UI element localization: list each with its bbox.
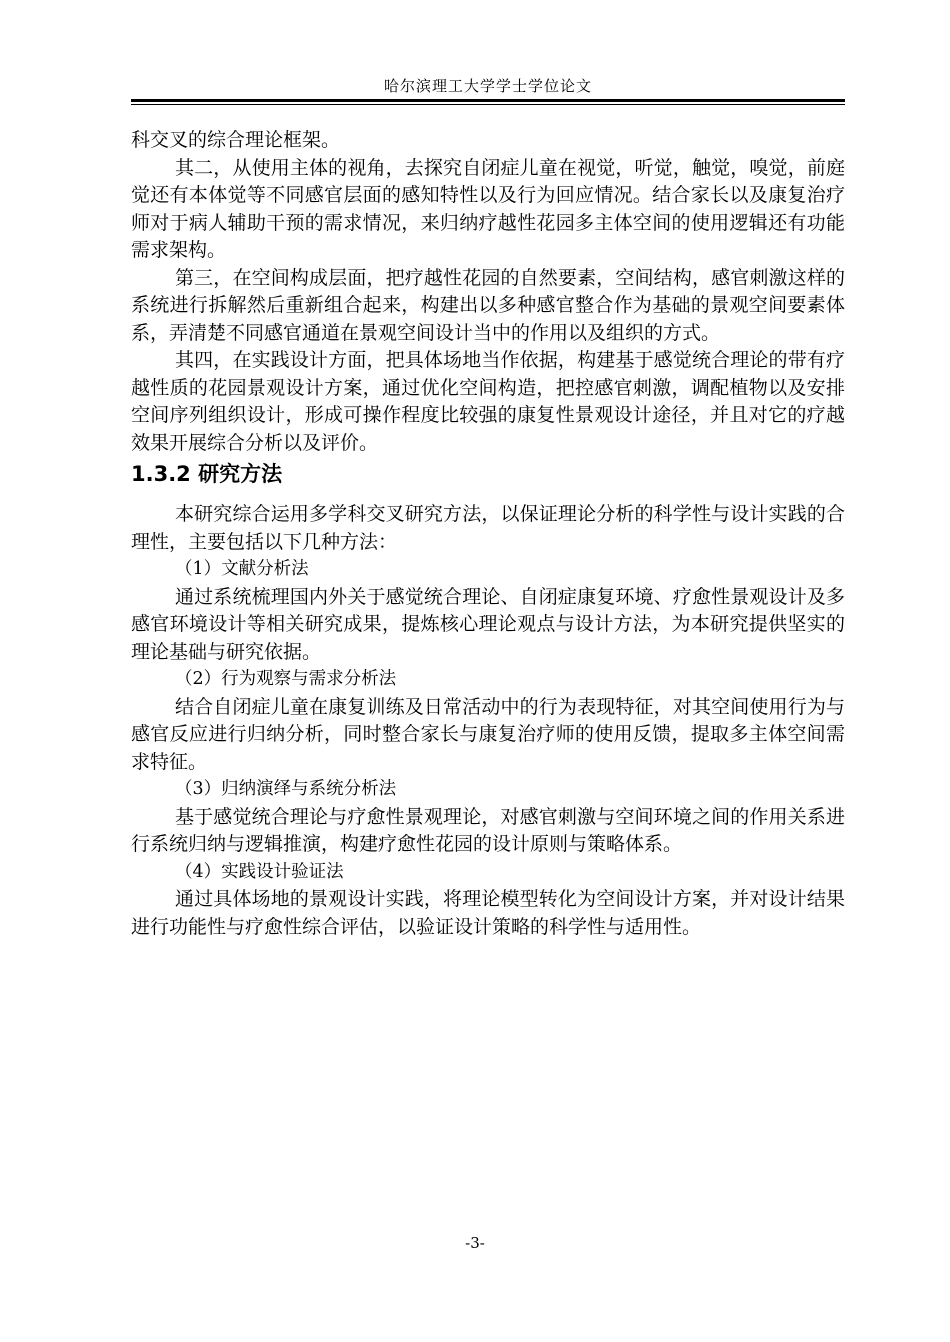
method-title-behavior: （2）行为观察与需求分析法: [175, 669, 397, 689]
method-text-induction: 基于感觉统合理论与疗愈性景观理论，对感官刺激与空间环境之间的作用关系进行系统归纳与逻辑推演，构建疗愈性花园的设计原则与策略体系。: [131, 805, 845, 855]
section-intro: 本研究综合运用多学科交叉研究方法，以保证理论分析的科学性与设计实践的合理性，主要包括以下几种方法：: [131, 503, 845, 553]
header-rule-thin: [131, 104, 845, 105]
method-title-practice: （4）实践设计验证法: [175, 861, 344, 882]
paragraph-continuation: 科交叉的综合理论框架。: [131, 129, 341, 151]
paragraph-third: 第三，在空间构成层面，把疗越性花园的自然要素，空间结构，感官刺激这样的系统进行拆解然后重新组合起来，构建出以多种感官整合作为基础的景观空间要素体系，弄清楚不同感官通道在景观空间设计当中的作用以及组织的方式。: [131, 266, 845, 344]
method-text-behavior: 结合自闭症儿童在康复训练及日常活动中的行为表现特征，对其空间使用行为与感官反应进行归纳分析，同时整合家长与康复治疗师的使用反馈，提取多主体空间需求特征。: [131, 695, 845, 773]
running-header: 哈尔滨理工大学学士学位论文: [383, 77, 592, 95]
section-heading-research-methods: 1.3.2 研究方法: [131, 462, 283, 486]
method-text-practice: 通过具体场地的景观设计实践，将理论模型转化为空间设计方案，并对设计结果进行功能性与疗愈性综合评估，以验证设计策略的科学性与适用性。: [131, 888, 845, 938]
paragraph-second: 其二，从使用主体的视角，去探究自闭症儿童在视觉，听觉，触觉，嗅觉，前庭觉还有本体觉等不同感官层面的感知特性以及行为回应情况。结合家长以及康复治疗师对于病人辅助干预的需求情况，来归纳疗越性花园多主体空间的使用逻辑还有功能需求架构。: [131, 156, 845, 261]
page-number: -3-: [465, 1234, 485, 1252]
method-title-literature: （1）文献分析法: [175, 559, 309, 579]
page-content: [131, 127, 845, 941]
method-text-literature: 通过系统梳理国内外关于感觉统合理论、自闭症康复环境、疗愈性景观设计及多感官环境设计等相关研究成果，提炼核心理论观点与设计方法，为本研究提供坚实的理论基础与研究依据。: [131, 585, 845, 663]
header-rule-thick: [131, 99, 845, 102]
method-title-induction: （3）归纳演绎与系统分析法: [175, 779, 397, 799]
paragraph-fourth: 其四，在实践设计方面，把具体场地当作依据，构建基于感觉统合理论的带有疗越性质的花园景观设计方案，通过优化空间构造，把控感官刺激，调配植物以及安排空间序列组织设计，形成可操作程度比较强的康复性景观设计途径，并且对它的疗越效果开展综合分析以及评价。: [131, 349, 845, 454]
